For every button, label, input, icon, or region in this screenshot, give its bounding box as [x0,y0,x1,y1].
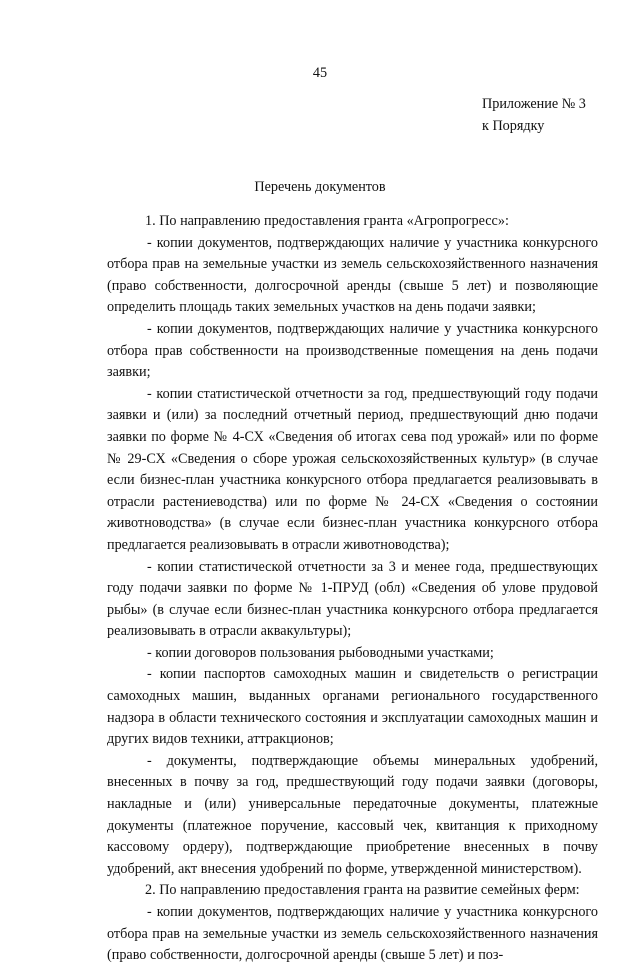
list-item-statistical-reports: - копии статистической отчетности за год, предшествующий году подачи заявки и (или) за последний отчетный период, предшествующий дню подачи заявки по форме № 4-СХ «Сведения об итогах сева под урожай» или по форме № 29-СХ «Сведения о сборе урожая сельскохозяйственных культур» (в случае если бизнес-план участника конкурсного отбора предлагается реализовывать в отрасли растениеводства) или по форме № 24-СХ «Сведения о состоянии животноводства» (в случае если бизнес-план участника конкурсного отбора предлагается реализовывать в отрасли животноводства); [107,385,598,553]
section-heading-agroprogress: 1. По направлению предоставления гранта «Агропрогресс»: [145,213,509,229]
appendix-number: Приложение № 3 [482,96,586,112]
list-item-fishery-contracts: - копии договоров пользования рыбоводными участками; [147,644,494,661]
list-item-land-rights: - копии документов, подтверждающих наличие у участника конкурсного отбора прав на земельные участки из земель сельскохозяйственного назначения (право собственности, долгосрочной аренды (свыше 5 лет) и позволяющие определить площадь таких земельных участков на день подачи заявки; [107,234,598,316]
page-number: 45 [312,65,328,81]
document-body [107,211,598,967]
appendix-order-reference: к Порядку [482,117,545,134]
section-heading-family-farms: 2. По направлению предоставления гранта на развитие семейных ферм: [145,882,580,899]
list-item-fertilizer-documents: - документы, подтверждающие объемы минеральных удобрений, внесенных в почву за год, предшествующий году подачи заявки (договоры, накладные и (или) универсальные передаточные документы, платежные документы (платежное поручение, кассовый чек, квитанция к приходному кассовому ордеру), подтверждающие приобретение внесенных в почву удобрений, акт внесения удобрений по форме, утвержденной министерством). [107,752,598,877]
list-item-machine-passports: - копии паспортов самоходных машин и свидетельств о регистрации самоходных машин, выданных органами регионального государственного надзора в области технического состояния и эксплуатации самоходных машин и других видов техники, аттракционов; [107,666,598,748]
list-item-fish-catch-reports: - копии статистической отчетности за 3 и менее года, предшествующих году подачи заявки по форме № 1-ПРУД (обл) «Сведения об улове прудовой рыбы» (в случае если бизнес-план участника конкурсного отбора предлагается реализовывать в отрасли аквакультуры); [107,558,598,640]
list-item-family-farm-land-rights: - копии документов, подтверждающих наличие у участника конкурсного отбора прав на земельные участки из земель сельскохозяйственного назначения (право собственности, долгосрочной аренды (свыше 5 лет) и поз- [107,904,598,964]
document-title: Перечень документов [254,179,386,195]
list-item-premises-rights: - копии документов, подтверждающих наличие у участника конкурсного отбора прав собственности на производственные помещения на день подачи заявки; [107,320,598,381]
appendix-reference [482,94,586,137]
